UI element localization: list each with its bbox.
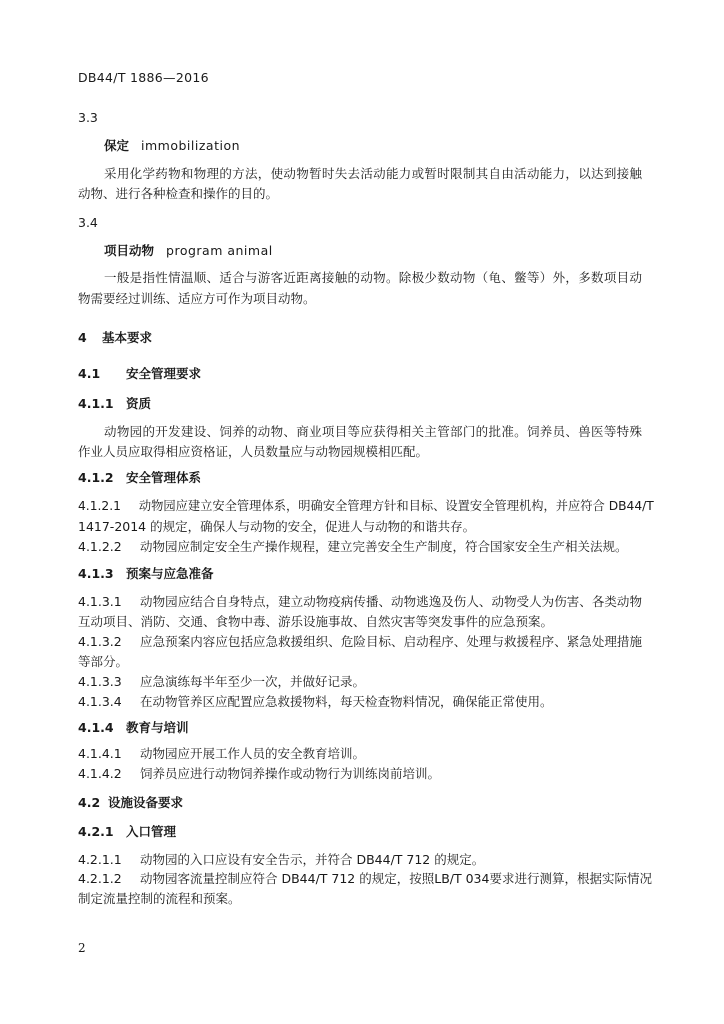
clause-number: 4.1.4.1 [78,746,122,761]
section-title: 入口管理 [126,824,177,839]
clause-line: 等部分。 [78,654,129,669]
clause-line [78,871,652,887]
clause-number: 4.1.2.2 [78,539,122,554]
clause-line [78,766,440,782]
section-number: 4.1.2 [78,470,114,485]
term-en: program animal [166,243,273,258]
section-title: 基本要求 [102,330,153,345]
section-number: 4.1.4 [78,720,114,735]
clause-number: 4.2.1.1 [78,852,122,867]
page-number: 2 [78,941,86,955]
clause-line [78,498,654,514]
subsection-heading [78,470,201,486]
clause-text: 在动物管养区应配置应急救援物料，每天检查物料情况，确保能正常使用。 [140,694,553,709]
term-entry [104,138,240,154]
term-zh: 项目动物 [104,243,155,258]
section-number: 4.2.1 [78,824,114,839]
clause-text: 动物园应建立安全管理体系，明确安全管理方针和目标、设置安全管理机构，并应符合 DB44/T [138,498,654,513]
clause-line: 1417-2014 的规定，确保人与动物的安全，促进人与动物的和谐共存。 [78,519,476,534]
paragraph-line: 动物园的开发建设、饲养的动物、商业项目等应获得相关主管部门的批准。饲养员、兽医等特殊 [104,424,642,439]
clause-text: 应急预案内容应包括应急救援组织、危险目标、启动程序、处理与救援程序、紧急处理措施 [140,634,642,649]
clause-text: 动物园客流量控制应符合 DB44/T 712 的规定，按照LB/T 034要求进行测算，根据实际情况 [140,871,652,886]
clause-text: 动物园应开展工作人员的安全教育培训。 [140,746,366,761]
term-entry [104,243,273,259]
section-number: 4.1.1 [78,396,114,411]
section-title: 设施设备要求 [108,795,184,810]
clause-number: 3.3 [78,110,98,125]
clause-text: 饲养员应进行动物饲养操作或动物行为训练岗前培训。 [140,766,441,781]
clause-number: 4.1.3.4 [78,694,122,709]
subsection-heading [78,566,214,582]
subsection-heading [78,396,151,412]
clause-text: 动物园应结合自身特点，建立动物疫病传播、动物逃逸及伤人、动物受人为伤害、各类动物 [140,594,642,609]
subsection-heading [78,720,189,736]
section-number: 4 [78,330,87,345]
clause-line [78,746,365,762]
definition-line: 采用化学药物和物理的方法，使动物暂时失去活动能力或暂时限制其自由活动能力，以达到接触 [104,166,642,181]
section-number: 4.2 [78,795,101,810]
clause-line: 互动项目、消防、交通、食物中毒、游乐设施事故、自然灾害等突发事件的应急预案。 [78,614,554,629]
subsection-heading [78,824,176,840]
section-title: 教育与培训 [126,720,189,735]
section-heading [78,366,201,382]
clause-number: 4.1.2.1 [78,498,121,513]
term-en: immobilization [141,138,241,153]
section-title: 资质 [126,396,152,411]
clause-number: 4.1.3.3 [78,674,122,689]
clause-text: 应急演练每半年至少一次，并做好记录。 [140,674,366,689]
clause-number: 4.2.1.2 [78,871,122,886]
clause-number: 4.1.4.2 [78,766,122,781]
section-title: 预案与应急准备 [126,566,214,581]
clause-line [78,539,628,555]
clause-text: 动物园应制定安全生产操作规程，建立完善安全生产制度，符合国家安全生产相关法规。 [140,539,628,554]
definition-line: 动物、进行各种检查和操作的目的。 [78,186,279,201]
clause-line [78,852,484,868]
section-title: 安全管理要求 [126,366,202,381]
clause-line [78,594,642,610]
clause-line [78,694,553,710]
document-header: DB44/T 1886—2016 [78,70,209,85]
section-heading [78,795,183,811]
section-title: 安全管理体系 [126,470,202,485]
clause-line [78,634,642,650]
clause-line [78,674,365,690]
section-number: 4.1 [78,366,101,381]
clause-line: 制定流量控制的流程和预案。 [78,891,241,906]
paragraph-line: 作业人员应取得相应资格证，人员数量应与动物园规模相匹配。 [78,444,429,459]
section-number: 4.1.3 [78,566,114,581]
term-zh: 保定 [104,138,130,153]
clause-number: 3.4 [78,215,98,230]
definition-line: 一般是指性情温顺、适合与游客近距离接触的动物。除极少数动物（龟、鳖等）外，多数项目动 [104,270,642,285]
clause-number: 4.1.3.2 [78,634,122,649]
section-heading [78,330,152,346]
clause-number: 4.1.3.1 [78,594,122,609]
clause-text: 动物园的入口应设有安全告示，并符合 DB44/T 712 的规定。 [140,852,485,867]
definition-line: 物需要经过训练、适应方可作为项目动物。 [78,291,316,306]
